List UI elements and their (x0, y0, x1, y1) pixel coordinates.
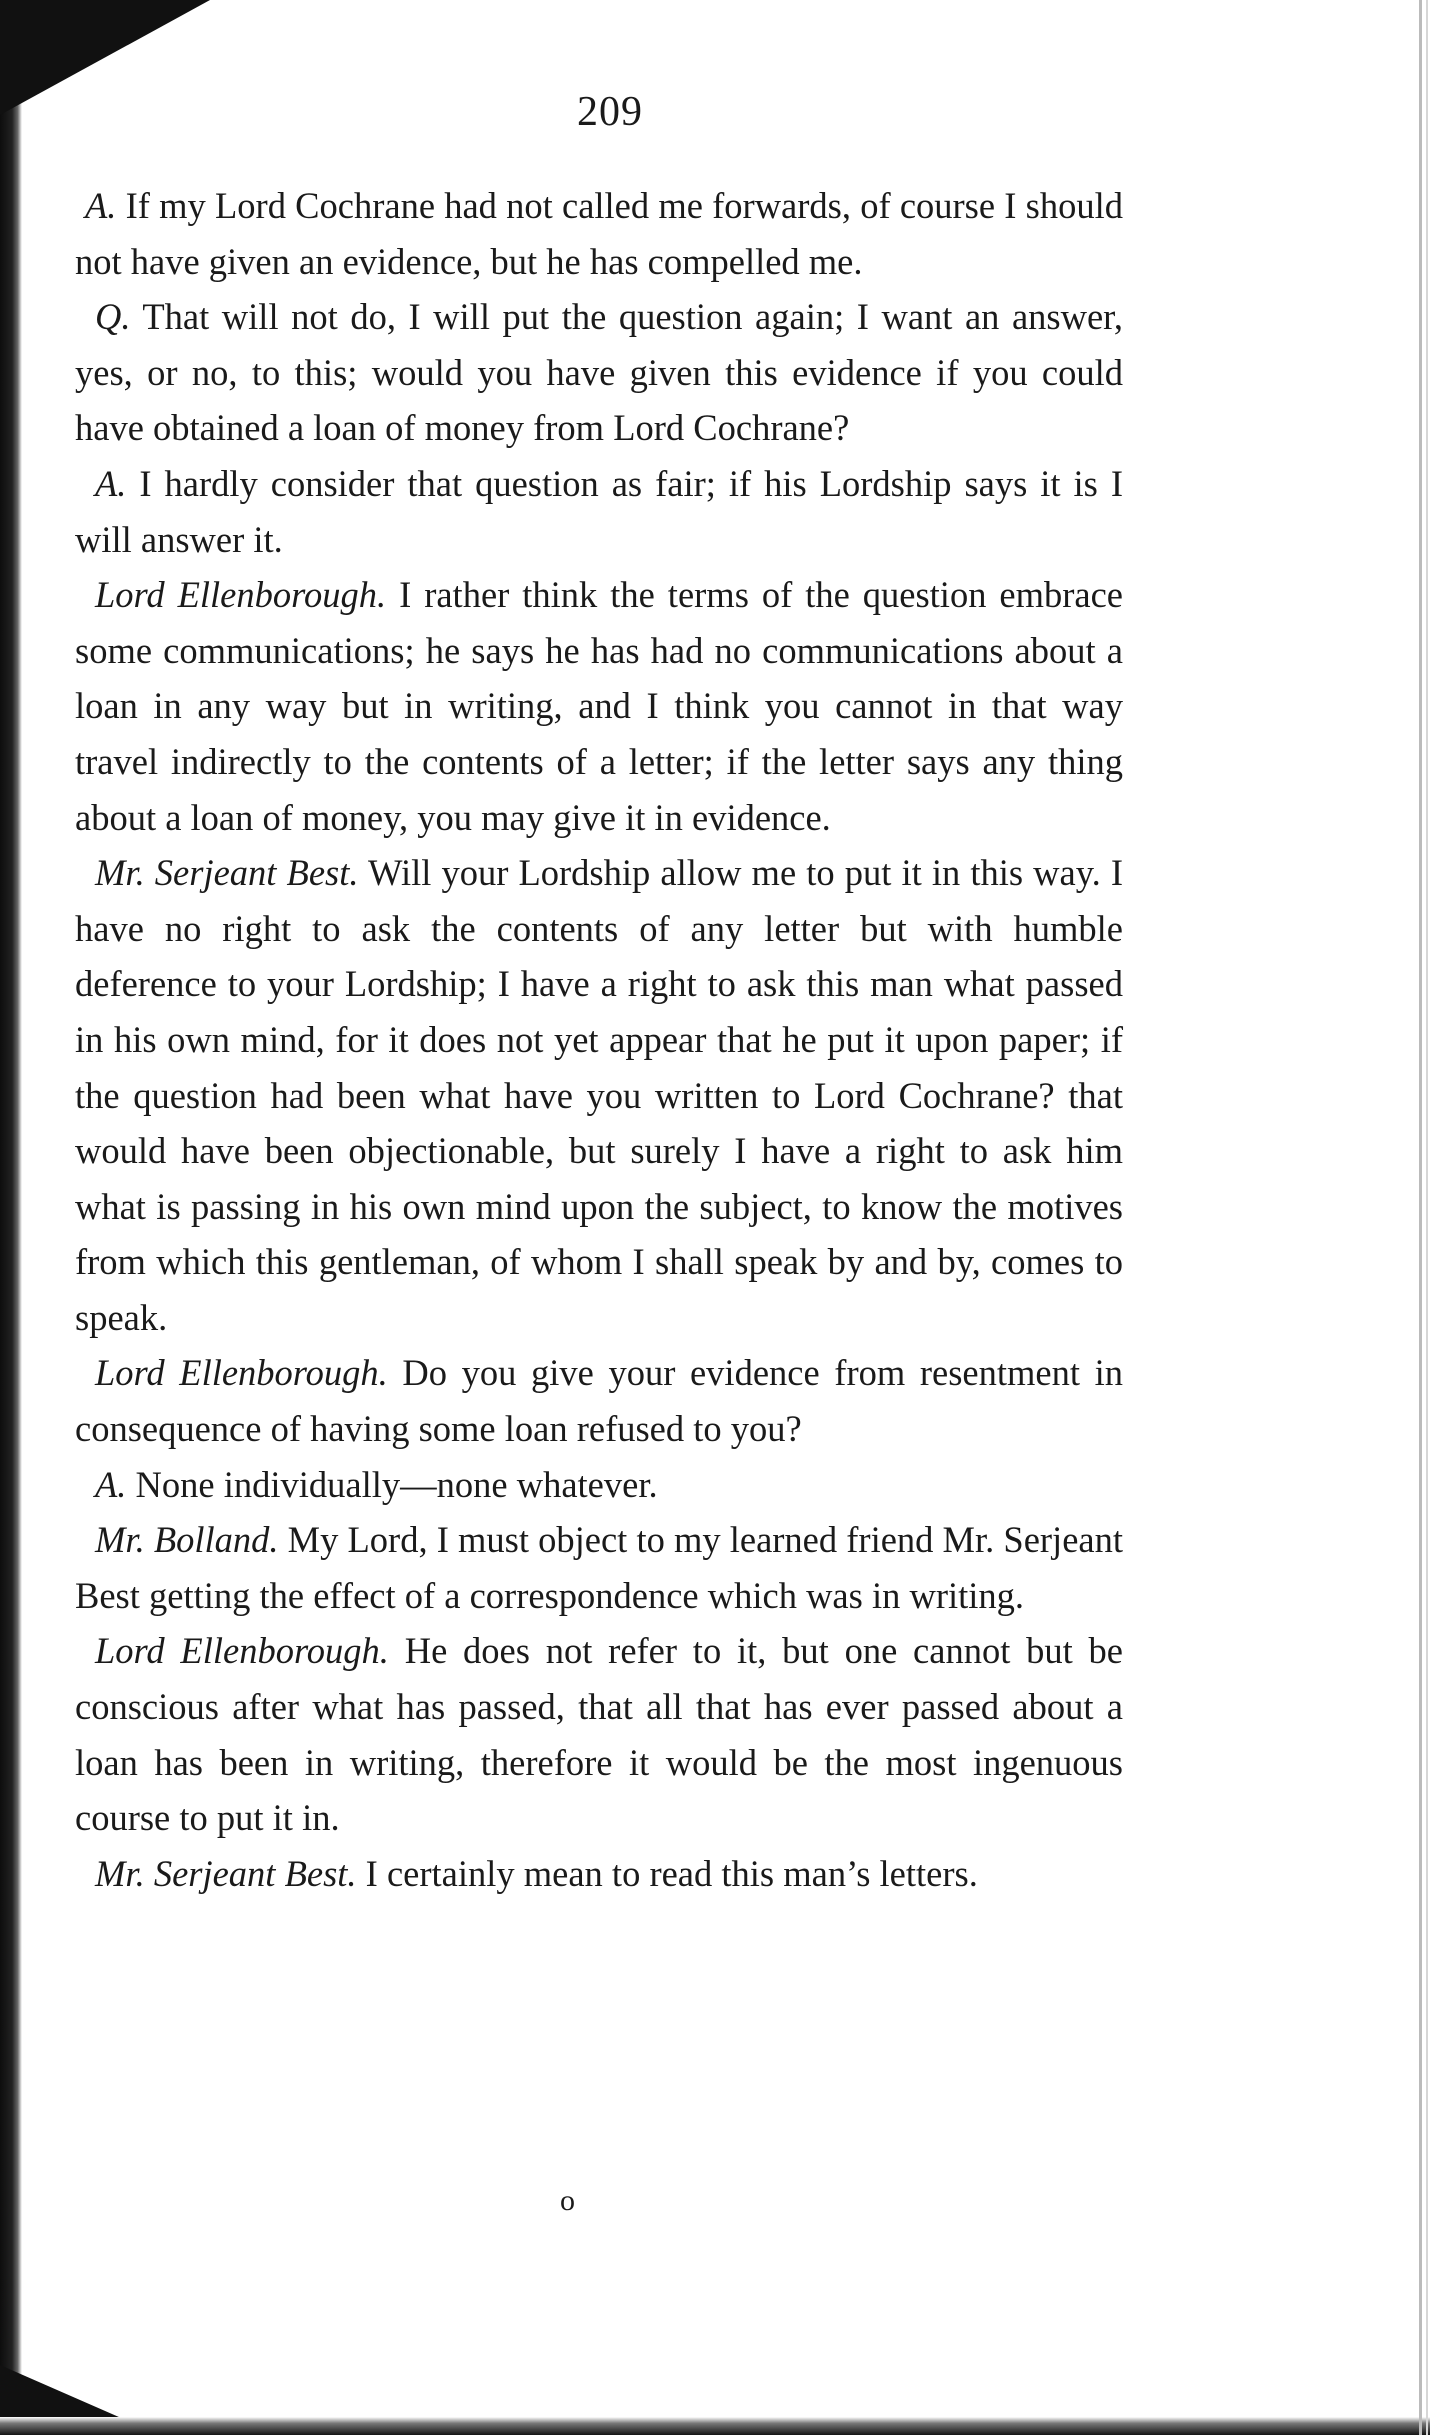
paragraph-text: Do you give your evidence from resentment in consequence of having some loan refused to you? (75, 1352, 1124, 1450)
transcript-body (75, 178, 1123, 1901)
paragraph-6 (75, 1345, 1123, 1456)
paragraph-2 (75, 289, 1123, 456)
speaker-label: A. (85, 185, 117, 226)
paragraph-text: He does not refer to it, but one cannot but be conscious after what has passed, that all that has ever passed about a loan has been in writing, therefore it would be the most ingenuous course to put it in. (75, 1630, 1123, 1839)
paragraph-text: I hardly consider that question as fair; if his Lordship says it is I will answer it. (75, 462, 1124, 560)
paragraph-text: That will not do, I will put the question again; I want an answer, yes, or no, to this; would you have given this evidence if you could have obtained a loan of money from Lord Cochrane? (75, 296, 1124, 449)
speaker-label: Lord Ellenborough. (95, 574, 387, 616)
speaker-label: Mr. Bolland. (95, 1519, 279, 1561)
paragraph-text: I certainly mean to read this man’s letters. (365, 1852, 978, 1894)
paragraph-3 (75, 456, 1123, 567)
paragraph-text: If my Lord Cochrane had not called me forwards, of course I should not have given an evidence, but he has compelled me. (75, 185, 1124, 282)
paragraph-5 (75, 845, 1123, 1345)
scan-edge-right-inner (1426, 0, 1428, 2435)
paragraph-4 (75, 567, 1123, 845)
scan-edge-right (1419, 0, 1422, 2435)
speaker-label: Lord Ellenborough. (95, 1630, 389, 1672)
speaker-label: Mr. Serjeant Best. (95, 852, 359, 894)
paragraph-text: Will your Lordship allow me to put it in this way. I have no right to ask the contents of any letter but with humble deference to your Lordship; I have a right to ask this man what passed in his own mind, for it does not yet appear that he put it upon paper; if the question had been what have you written to Lord Cochrane? that would have been objectionable, but surely I have a right to ask him what is passing in his own mind upon the subject, to know the motives from which this gentleman, of whom I shall speak by and by, comes to speak. (75, 852, 1123, 1338)
paragraph-text: I rather think the terms of the question embrace some communications; he says he has had no communications about a loan in any way but in writing, and I think you cannot in that way travel indirectly to the contents of a letter; if the letter says any thing about a loan of money, you may give it in evidence. (75, 574, 1124, 838)
paragraph-8 (75, 1512, 1123, 1623)
scan-edge-bottom (0, 2417, 1430, 2435)
scan-edge-left (0, 0, 22, 2435)
speaker-label: A. (95, 1463, 127, 1505)
paragraph-10 (75, 1846, 1123, 1902)
paragraph-text: My Lord, I must object to my learned friend Mr. Serjeant Best getting the effect of a correspondence which was in writing. (75, 1519, 1123, 1616)
speaker-label: Mr. Serjeant Best. (95, 1852, 357, 1894)
paragraph-7 (75, 1457, 1123, 1513)
speaker-label: Lord Ellenborough. (95, 1352, 388, 1394)
speaker-label: A. (95, 462, 127, 504)
page-number: 209 (577, 89, 643, 135)
signature-mark: o (560, 2184, 575, 2217)
paragraph-1 (75, 178, 1123, 289)
paragraph-text: None individually—none whatever. (135, 1463, 658, 1505)
paragraph-9 (75, 1623, 1123, 1845)
speaker-label: Q. (95, 296, 131, 338)
